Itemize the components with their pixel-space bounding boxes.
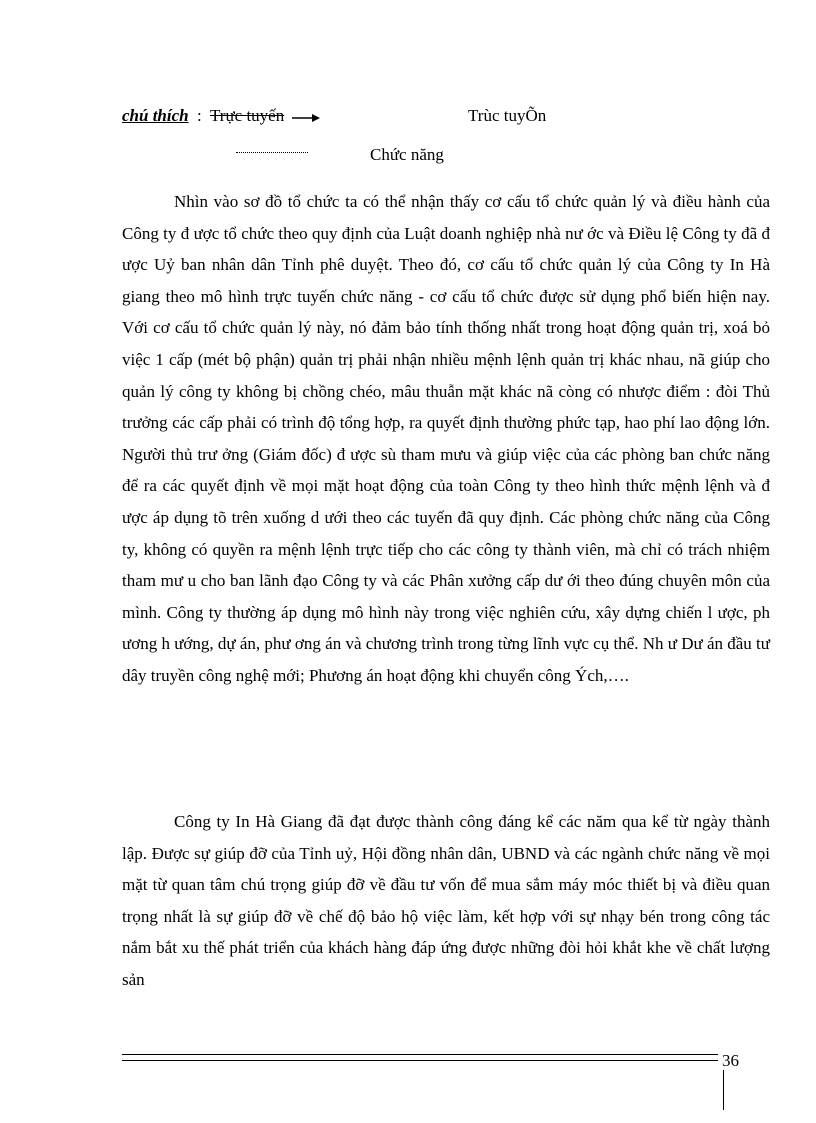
footer-side-line: [723, 1070, 724, 1110]
legend-dotted-line: [236, 152, 308, 153]
legend-solid-line-label: [210, 106, 284, 126]
page-number: 36: [722, 1051, 739, 1070]
legend-label: chú thích: [122, 106, 189, 125]
legend-dotted-line-caption: Chức năng: [370, 145, 444, 164]
footer-double-rule: [122, 1054, 718, 1061]
legend-colon: :: [197, 106, 202, 125]
arrow-right-icon: [292, 113, 320, 123]
legend-solid-line-caption: Trùc tuyÕn: [468, 106, 547, 125]
body-paragraph-1: Nhìn vào sơ đồ tổ chức ta có thể nhận thấy cơ cấu tổ chức quản lý và điều hành của Công ty đ ược tổ chức theo quy định của Luật doanh nghiệp nhà nư ớc và Điều lệ Công ty đã đ ược Uỷ ban nhân dân Tỉnh phê duyệt. Theo đó, cơ cấu tổ chức quản lý của Công ty In Hà giang theo mô hình trực tuyến chức năng - cơ cấu tổ chức được sử dụng phổ biến hiện nay. Với cơ cấu tổ chức quản lý này, nó đảm bảo tính thống nhất trong hoạt động quản trị, xoá bỏ việc 1 cấp (mét bộ phận) quản trị phải nhận nhiều mệnh lệnh quản trị khác nhau, nã giúp cho quản lý công ty không bị chồng chéo, mâu thuẫn mặt khác nã còng có nhược điểm : đòi Thủ trưởng các cấp phải có trình độ tổng hợp, ra quyết định thường phức tạp, hao phí lao động lớn. Người thủ trư ởng (Giám đốc) đ ược sù tham mưu và giúp việc của các phòng ban chức năng để ra các quyết định về mọi mặt hoạt động của toàn Công ty theo hình thức mệnh lệnh và đ ược áp dụng tõ trên xuống d ưới theo các tuyến đã quy định. Các phòng chức năng của Công ty, không có quyền ra mệnh lệnh trực tiếp cho các công ty thành viên, mà chỉ có trách nhiệm tham mư u cho ban lãnh đạo Công ty và các Phân xưởng cấp dư ới theo đúng chuyên môn của mình. Công ty thường áp dụng mô hình này trong việc nghiên cứu, xây dựng chiến l ược, ph ương h ướng, dự án, phư ơng án và chương trình trong từng lĩnh vực cụ thể. Nh ư Dư án đầu tư dây truyền công nghệ mới; Phương án hoạt động khi chuyển công Ých,….: [122, 192, 770, 685]
body-paragraph-2: Công ty In Hà Giang đã đạt được thành công đáng kể các năm qua kể từ ngày thành lập. Được sự giúp đỡ của Tỉnh uỷ, Hội đồng nhân dân, UBND và các ngành chức năng về mọi mặt từ quan tâm chú trọng giúp đỡ về đầu tư vốn để mua sắm máy móc thiết bị và điều quan trọng nhất là sự giúp đỡ về chế độ bảo hộ việc làm, kết hợp với sự nhạy bén trong công tác nắm bắt xu thế phát triển của khách hàng đáp ứng được những đòi hỏi khắt khe về chất lượng sản: [122, 812, 770, 989]
legend-solid-line-text: Trực tuyến: [210, 106, 285, 125]
